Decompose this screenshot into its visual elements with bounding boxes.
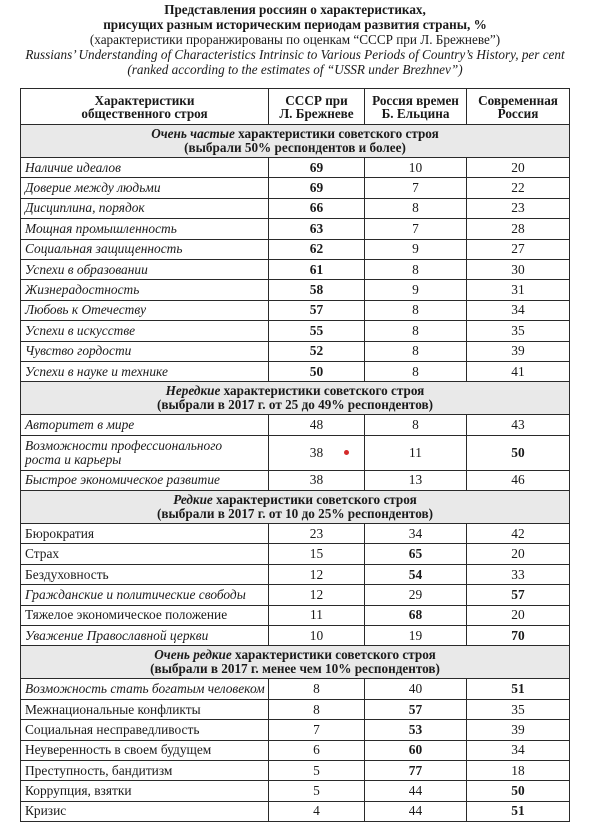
characteristic-cell: Кризис	[21, 801, 269, 821]
value-yeltsin-cell: 57	[365, 699, 467, 719]
value-modern-cell: 33	[467, 564, 570, 584]
section-title-rest: характеристики советского строя	[231, 647, 436, 663]
characteristic-cell: Коррупция, взятки	[21, 781, 269, 801]
table-row	[21, 781, 570, 801]
table-row	[21, 544, 570, 564]
value-modern-cell: 50	[467, 781, 570, 801]
characteristic-cell: Социальная защищенность	[21, 239, 269, 259]
section-title-rest: характеристики советского строя	[234, 126, 439, 141]
title-line-1: Представления россиян о характеристиках,	[164, 2, 426, 17]
characteristic-cell: Межнациональные конфликты	[21, 699, 269, 719]
value-brezhnev-cell: 5	[269, 781, 365, 801]
value-modern-cell: 35	[467, 699, 570, 719]
value-brezhnev-cell: 69	[269, 178, 365, 198]
characteristic-cell: Успехи в образовании	[21, 259, 269, 279]
column-header-yeltsin: Россия времен Б. Ельцина	[365, 89, 467, 125]
characteristic-cell: Социальная несправедливость	[21, 720, 269, 740]
value-modern-cell: 20	[467, 605, 570, 625]
value-brezhnev-cell: 69	[269, 158, 365, 178]
value-modern-cell: 22	[467, 178, 570, 198]
value-modern-cell: 27	[467, 239, 570, 259]
table-row	[21, 720, 570, 740]
value-yeltsin-cell: 19	[365, 626, 467, 646]
table-row	[21, 564, 570, 584]
value-brezhnev-cell: 6	[269, 740, 365, 760]
characteristic-cell: Успехи в науке и технике	[21, 361, 269, 381]
table-row	[21, 435, 570, 470]
section-header-row	[21, 382, 570, 415]
table-row	[21, 605, 570, 625]
table-row	[21, 470, 570, 490]
value-modern-cell: 70	[467, 626, 570, 646]
table-row	[21, 626, 570, 646]
section-title	[21, 382, 570, 415]
table-row	[21, 280, 570, 300]
value-yeltsin-cell: 60	[365, 740, 467, 760]
section-title-emphasis: Очень редкие	[154, 647, 232, 663]
section-subtitle: (выбрали в 2017 г. от 25 до 49% респондентов)	[156, 397, 434, 413]
value-yeltsin-cell: 10	[365, 158, 467, 178]
value-yeltsin-cell: 7	[365, 178, 467, 198]
value-brezhnev-cell: 38	[269, 435, 365, 470]
table-row	[21, 178, 570, 198]
value-brezhnev-cell: 5	[269, 760, 365, 780]
value-brezhnev-cell: 55	[269, 321, 365, 341]
value-modern-cell: 57	[467, 585, 570, 605]
value-modern-cell: 23	[467, 198, 570, 218]
value-brezhnev-cell: 38	[269, 470, 365, 490]
value-brezhnev-cell: 11	[269, 605, 365, 625]
value-brezhnev-cell: 52	[269, 341, 365, 361]
value-modern-cell: 50	[467, 435, 570, 470]
value-modern-cell: 31	[467, 280, 570, 300]
section-title-emphasis: Очень частые	[151, 126, 235, 141]
value-brezhnev-cell: 7	[269, 720, 365, 740]
value-yeltsin-cell: 65	[365, 544, 467, 564]
characteristic-cell: Бездуховность	[21, 564, 269, 584]
section-title-rest: характеристики советского строя	[212, 492, 417, 508]
characteristic-cell: Дисциплина, порядок	[21, 198, 269, 218]
title-line-3: (характеристики проранжированы по оценкам “СССР при Л. Брежневе”)	[89, 32, 501, 47]
section-header-row	[21, 646, 570, 679]
value-yeltsin-cell: 7	[365, 219, 467, 239]
table-row	[21, 259, 570, 279]
value-modern-cell: 41	[467, 361, 570, 381]
value-yeltsin-cell: 8	[365, 361, 467, 381]
value-brezhnev-cell: 57	[269, 300, 365, 320]
characteristic-cell: Уважение Православной церкви	[21, 626, 269, 646]
value-brezhnev-cell: 15	[269, 544, 365, 564]
table-row	[21, 585, 570, 605]
value-modern-cell: 34	[467, 740, 570, 760]
column-header-brezhnev: СССР при Л. Брежневе	[269, 89, 365, 125]
value-modern-cell: 51	[467, 801, 570, 821]
characteristic-cell: Успехи в искусстве	[21, 321, 269, 341]
value-modern-cell: 20	[467, 158, 570, 178]
characteristic-cell: Гражданские и политические свободы	[21, 585, 269, 605]
section-title	[21, 491, 570, 524]
value-brezhnev-cell: 12	[269, 564, 365, 584]
table-body	[21, 125, 570, 822]
value-brezhnev-cell: 10	[269, 626, 365, 646]
value-brezhnev-cell: 62	[269, 239, 365, 259]
section-title	[21, 125, 570, 158]
value-yeltsin-cell: 8	[365, 300, 467, 320]
table-row	[21, 415, 570, 435]
characteristic-cell: Мощная промышленность	[21, 219, 269, 239]
value-brezhnev-cell: 8	[269, 679, 365, 699]
value-yeltsin-cell: 40	[365, 679, 467, 699]
value-yeltsin-cell: 29	[365, 585, 467, 605]
document-header	[0, 0, 590, 77]
section-header-row	[21, 125, 570, 158]
table-row	[21, 361, 570, 381]
value-brezhnev-cell: 12	[269, 585, 365, 605]
table-row	[21, 524, 570, 544]
value-yeltsin-cell: 9	[365, 239, 467, 259]
value-modern-cell: 28	[467, 219, 570, 239]
title-line-4: Russians’ Understanding of Characteristics Intrinsic to Various Periods of Country’s History, per cent	[25, 47, 565, 62]
section-title-rest: характеристики советского строя	[220, 383, 425, 399]
characteristic-cell: Любовь к Отечеству	[21, 300, 269, 320]
value-modern-cell: 35	[467, 321, 570, 341]
value-modern-cell: 46	[467, 470, 570, 490]
value-yeltsin-cell: 53	[365, 720, 467, 740]
value-modern-cell: 34	[467, 300, 570, 320]
value-yeltsin-cell: 44	[365, 801, 467, 821]
section-title-emphasis: Редкие	[173, 492, 213, 508]
characteristic-cell: Возможность стать богатым человеком	[21, 679, 269, 699]
table-header-row	[21, 89, 570, 125]
value-modern-cell: 42	[467, 524, 570, 544]
value-brezhnev-cell: 8	[269, 699, 365, 719]
table-row	[21, 699, 570, 719]
table-row	[21, 300, 570, 320]
value-brezhnev-cell: 63	[269, 219, 365, 239]
value-yeltsin-cell: 8	[365, 321, 467, 341]
table-row	[21, 321, 570, 341]
value-yeltsin-cell: 8	[365, 259, 467, 279]
value-yeltsin-cell: 13	[365, 470, 467, 490]
section-subtitle: (выбрали в 2017 г. менее чем 10% респондентов)	[150, 661, 440, 677]
characteristic-cell: Неуверенность в своем будущем	[21, 740, 269, 760]
value-yeltsin-cell: 8	[365, 198, 467, 218]
value-brezhnev-cell: 48	[269, 415, 365, 435]
value-modern-cell: 30	[467, 259, 570, 279]
characteristic-cell: Страх	[21, 544, 269, 564]
value-yeltsin-cell: 54	[365, 564, 467, 584]
table-row	[21, 679, 570, 699]
characteristic-cell: Бюрократия	[21, 524, 269, 544]
red-dot-marker	[344, 450, 349, 455]
data-table	[20, 88, 570, 822]
title-line-2: присущих разным историческим периодам развития страны, %	[103, 17, 487, 32]
value-modern-cell: 51	[467, 679, 570, 699]
value-brezhnev-cell: 61	[269, 259, 365, 279]
value-brezhnev-cell: 58	[269, 280, 365, 300]
section-subtitle: (выбрали в 2017 г. от 10 до 25% респондентов)	[156, 506, 434, 522]
section-subtitle: (выбрали 50% респондентов и более)	[184, 140, 406, 155]
value-yeltsin-cell: 8	[365, 415, 467, 435]
characteristic-cell: Быстрое экономическое развитие	[21, 470, 269, 490]
characteristic-cell: Наличие идеалов	[21, 158, 269, 178]
characteristic-cell: Авторитет в мире	[21, 415, 269, 435]
value-brezhnev-cell: 66	[269, 198, 365, 218]
characteristic-cell: Тяжелое экономическое положение	[21, 605, 269, 625]
column-header-modern: Современная Россия	[467, 89, 570, 125]
value-yeltsin-cell: 11	[365, 435, 467, 470]
characteristic-cell: Жизнерадостность	[21, 280, 269, 300]
characteristic-cell: Доверие между людьми	[21, 178, 269, 198]
table-row	[21, 760, 570, 780]
value-modern-cell: 18	[467, 760, 570, 780]
title-line-5: (ranked according to the estimates of “USSR under Brezhnev”)	[127, 62, 463, 77]
value-yeltsin-cell: 34	[365, 524, 467, 544]
characteristic-cell: Возможности профессионального роста и карьеры	[21, 435, 269, 470]
column-header-characteristic: Характеристики общественного строя	[21, 89, 269, 125]
value-brezhnev-cell: 50	[269, 361, 365, 381]
section-title	[21, 646, 570, 679]
value-yeltsin-cell: 8	[365, 341, 467, 361]
table-row	[21, 740, 570, 760]
value-yeltsin-cell: 68	[365, 605, 467, 625]
characteristic-cell: Преступность, бандитизм	[21, 760, 269, 780]
table-row	[21, 198, 570, 218]
value-yeltsin-cell: 44	[365, 781, 467, 801]
table-row	[21, 158, 570, 178]
section-title-emphasis: Нередкие	[165, 383, 221, 399]
characteristic-cell: Чувство гордости	[21, 341, 269, 361]
table-row	[21, 341, 570, 361]
value-yeltsin-cell: 77	[365, 760, 467, 780]
table-row	[21, 239, 570, 259]
value-modern-cell: 43	[467, 415, 570, 435]
value-modern-cell: 39	[467, 720, 570, 740]
value-modern-cell: 39	[467, 341, 570, 361]
table-row	[21, 801, 570, 821]
value-brezhnev-cell: 4	[269, 801, 365, 821]
section-header-row	[21, 491, 570, 524]
table-row	[21, 219, 570, 239]
value-yeltsin-cell: 9	[365, 280, 467, 300]
value-modern-cell: 20	[467, 544, 570, 564]
value-brezhnev-cell: 23	[269, 524, 365, 544]
